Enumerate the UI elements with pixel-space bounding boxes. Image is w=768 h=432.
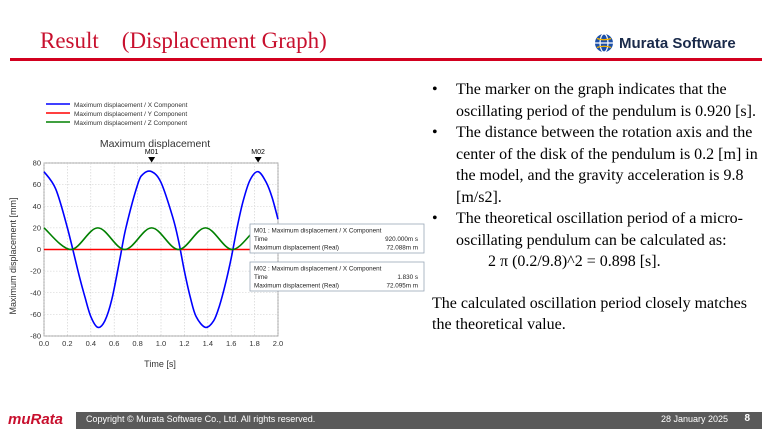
marker-triangle [255, 157, 262, 163]
footer-bar [76, 412, 762, 429]
marker-info-value: 1.830 s [397, 274, 418, 281]
bullet-text: The distance between the rotation axis and the center of the disk of the pendulum is 0.2 [m] in the model, and the gravity acceleration is 9.8 [m/s2]. [456, 124, 758, 206]
globe-icon [594, 33, 614, 53]
marker-info-label: M02 : Maximum displacement / X Component [254, 265, 382, 273]
x-tick-label: 0.2 [62, 339, 73, 348]
bullet-symbol: • [432, 81, 438, 98]
x-tick-label: 2.0 [272, 339, 284, 348]
marker-label: M02 [251, 149, 265, 156]
bullet-list [432, 79, 762, 336]
marker-info-label: Maximum displacement (Real) [254, 244, 340, 252]
bullet-item [432, 122, 762, 208]
y-tick-label: 0 [36, 245, 41, 254]
bullet-item [432, 208, 762, 251]
marker-label: M01 [144, 149, 159, 156]
y-axis-label: Maximum displacement [mm] [8, 197, 18, 315]
x-tick-label: 1.6 [225, 339, 237, 348]
bullet-text: The theoretical oscillation period of a micro-oscillating pendulum can be calculated as: [456, 210, 743, 249]
bullet-text: The marker on the graph indicates that the oscillating period of the pendulum is 0.920 [s]. [456, 81, 756, 120]
chart-legend [46, 102, 188, 127]
y-tick-label: 80 [32, 158, 41, 168]
logo-text: Murata Software [619, 34, 736, 52]
slide-title: Result (Displacement Graph) [40, 28, 327, 53]
y-tick-label: 60 [32, 180, 41, 190]
x-axis-label: Time [s] [144, 359, 176, 369]
conclusion-text: The calculated oscillation period closely matches the theoretical value. [432, 294, 747, 333]
murata-software-logo [594, 33, 736, 53]
x-tick-label: 0.0 [38, 339, 50, 348]
x-tick-label: 0.8 [132, 339, 143, 348]
page-number: 8 [744, 413, 750, 424]
marker-info-value: 72.088m m [386, 244, 418, 252]
formula: 2 π (0.2/9.8)^2 = 0.898 [s]. [488, 253, 661, 270]
bullet-symbol: • [432, 124, 438, 141]
x-tick-label: 1.8 [249, 339, 260, 348]
x-tick-label: 0.4 [85, 339, 97, 348]
displacement-chart [0, 96, 440, 376]
y-tick-label: -60 [30, 309, 41, 319]
marker-info-value: 72.095m m [386, 282, 418, 290]
chart-title: Maximum displacement [99, 138, 211, 150]
x-tick-label: 1.2 [179, 339, 190, 348]
y-tick-label: -40 [30, 288, 41, 298]
title-divider [10, 58, 762, 61]
bullet-symbol: • [432, 210, 438, 227]
x-tick-label: 1.0 [155, 339, 167, 348]
x-tick-label: 1.4 [202, 339, 214, 348]
marker-info-label: M01 : Maximum displacement / X Component [254, 227, 382, 235]
legend-label: Maximum displacement / Z Component [74, 120, 188, 127]
x-tick-label: 0.6 [108, 339, 120, 348]
bullet-item [432, 79, 762, 122]
marker-info-label: Time [254, 274, 268, 281]
y-tick-label: -20 [30, 266, 41, 276]
marker-info-label: Time [254, 236, 268, 243]
legend-label: Maximum displacement / X Component [74, 102, 188, 109]
legend-label: Maximum displacement / Y Component [74, 111, 188, 118]
footer-copyright: Copyright © Murata Software Co., Ltd. All rights reserved. [86, 414, 316, 424]
footer-logo: muRata [8, 411, 64, 428]
marker-info-label: Maximum displacement (Real) [254, 282, 340, 290]
y-tick-label: 20 [32, 223, 41, 233]
marker-triangle [148, 157, 155, 163]
footer-date: 28 January 2025 [660, 414, 728, 424]
footer [0, 407, 768, 432]
y-tick-label: -80 [30, 331, 41, 341]
marker-info-value: 920.000m s [385, 236, 418, 243]
y-tick-label: 40 [32, 201, 41, 211]
